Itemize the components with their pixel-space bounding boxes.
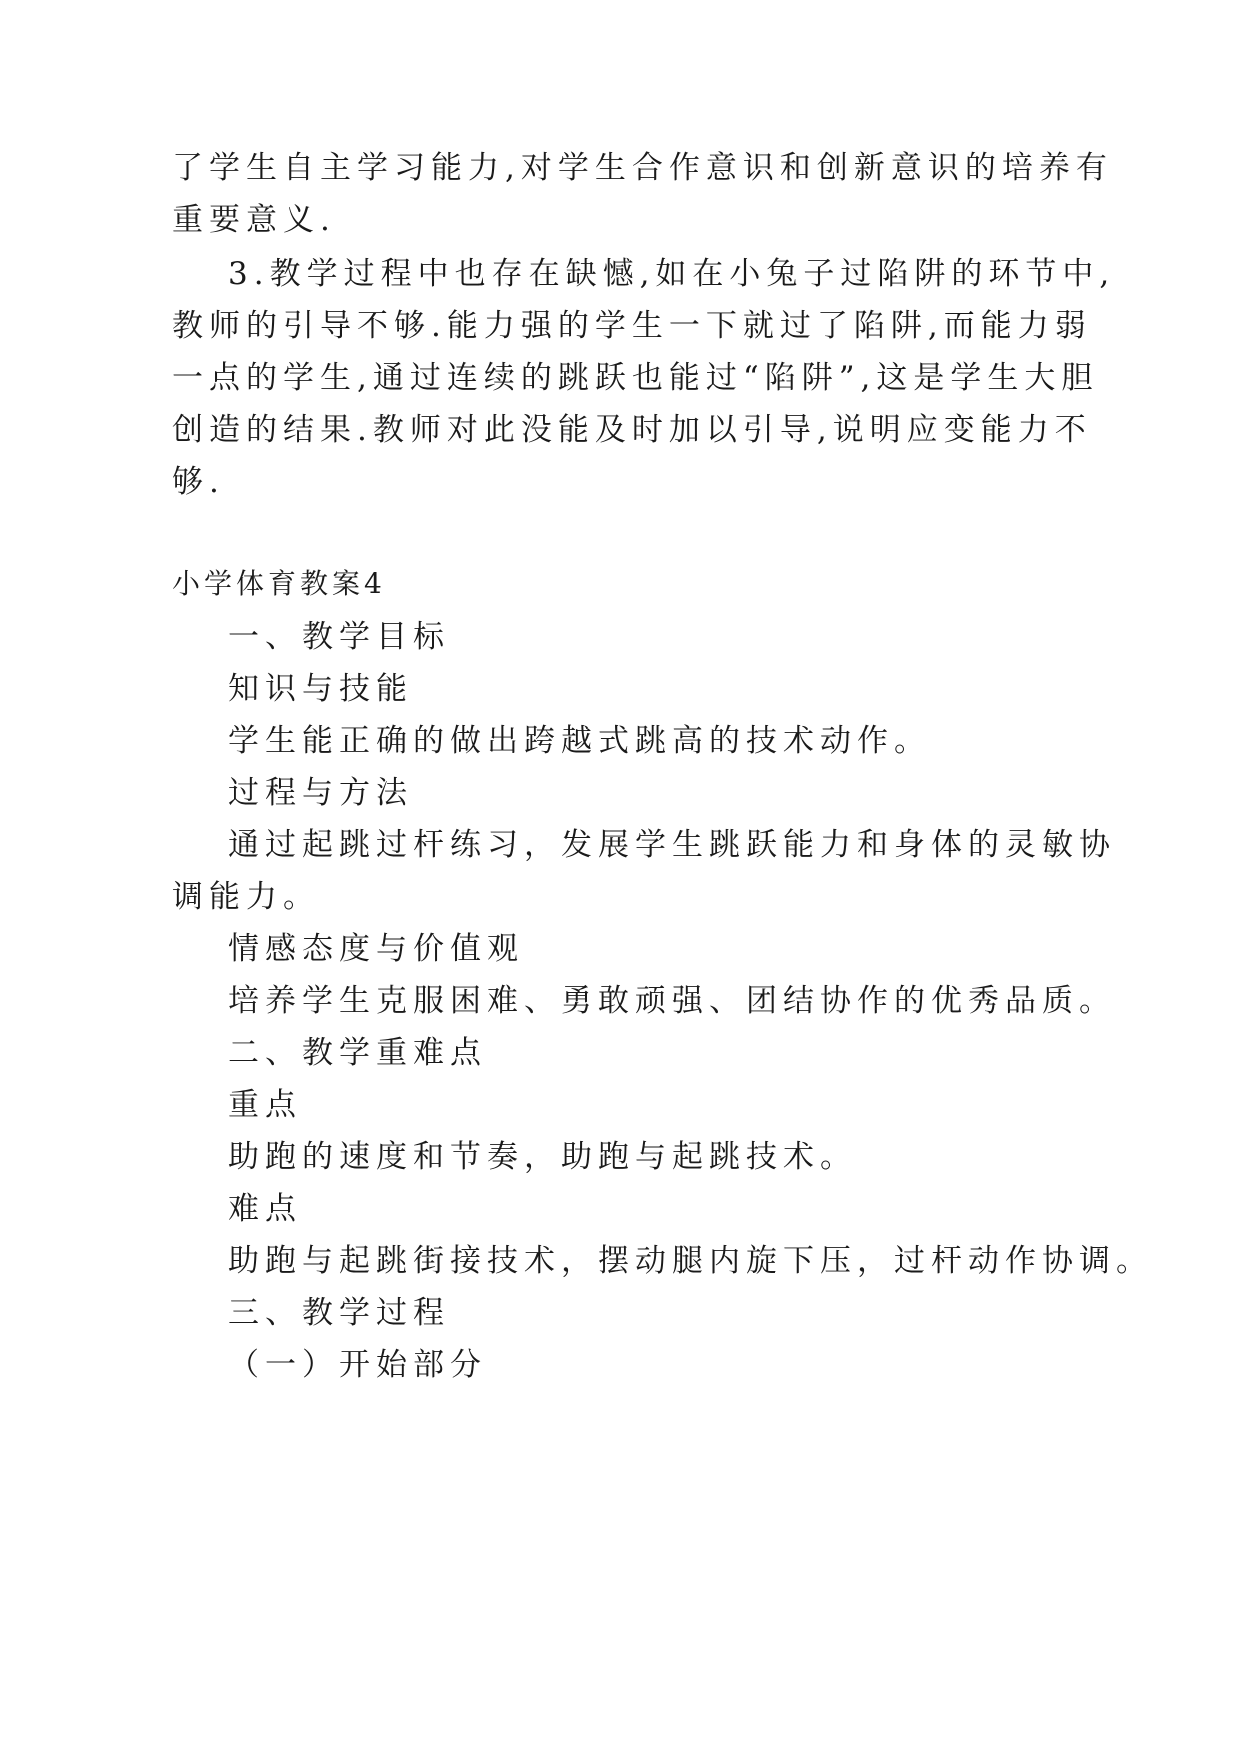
list-item: 三、教学过程	[228, 1295, 450, 1331]
list-item: 调能力。	[172, 879, 320, 915]
paragraph-line: 够.	[172, 464, 225, 500]
list-item: （一）开始部分	[228, 1347, 487, 1383]
paragraph-line: 了学生自主学习能力,对学生合作意识和创新意识的培养有	[172, 150, 1113, 186]
list-item: 知识与技能	[228, 671, 413, 707]
list-item: 二、教学重难点	[228, 1035, 487, 1071]
list-item: 重点	[228, 1087, 302, 1123]
paragraph-line: 3.教学过程中也存在缺憾,如在小兔子过陷阱的环节中,	[228, 256, 1116, 292]
list-item: 一、教学目标	[228, 619, 450, 655]
paragraph-line: 创造的结果.教师对此没能及时加以引导,说明应变能力不	[172, 412, 1092, 448]
list-item: 培养学生克服困难、勇敢顽强、团结协作的优秀品质。	[228, 983, 1116, 1019]
paragraph-line: 教师的引导不够.能力强的学生一下就过了陷阱,而能力弱	[172, 308, 1092, 344]
list-item: 助跑的速度和节奏，助跑与起跳技术。	[228, 1139, 857, 1175]
list-item: 难点	[228, 1191, 302, 1227]
list-item: 过程与方法	[228, 775, 413, 811]
list-item: 情感态度与价值观	[228, 931, 524, 967]
list-item: 助跑与起跳街接技术，摆动腿内旋下压，过杆动作协调。	[228, 1243, 1153, 1279]
list-item: 学生能正确的做出跨越式跳高的技术动作。	[228, 723, 931, 759]
list-item: 通过起跳过杆练习，发展学生跳跃能力和身体的灵敏协	[228, 827, 1116, 863]
section-title: 小学体育教案4	[172, 567, 386, 600]
paragraph-line: 重要意义.	[172, 202, 336, 238]
paragraph-line: 一点的学生,通过连续的跳跃也能过“陷阱”,这是学生大胆	[172, 360, 1099, 396]
